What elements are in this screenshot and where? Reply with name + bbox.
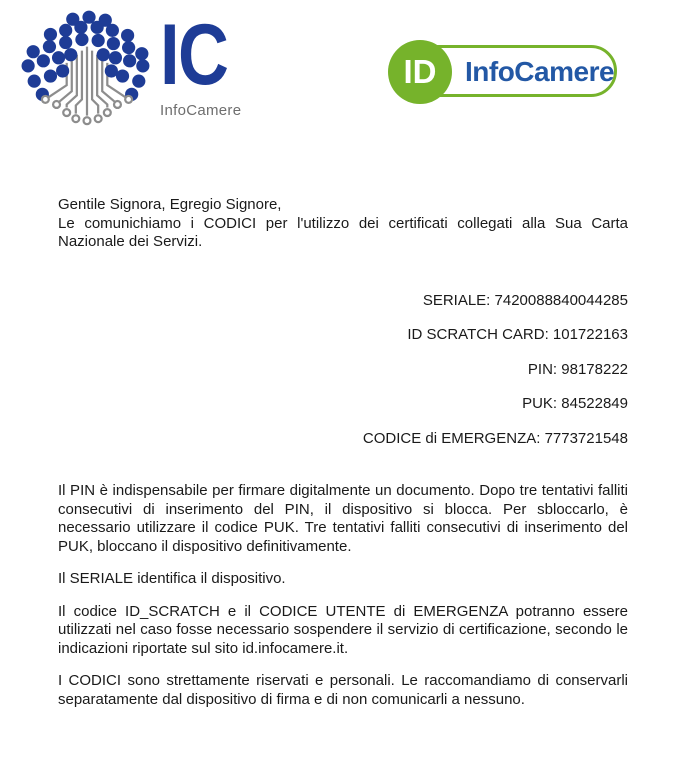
info-paragraphs: [58, 482, 628, 709]
id-badge-icon: ID: [388, 40, 452, 104]
paragraph-seriale-info: Il SERIALE identifica il dispositivo.: [58, 570, 286, 587]
paragraph-privacy-info: I CODICI sono strettamente riservati e personali. Le raccomandiamo di conservarli separatamente dal dispositivo di firma e di non comunicarli a nessuno.: [58, 672, 628, 708]
intro-paragraph: Le comunichiamo i CODICI per l'utilizzo dei certificati collegati alla Sua Carta Nazionale dei Servizi.: [58, 214, 628, 250]
id-logo-label: InfoCamere: [465, 56, 615, 87]
ic-wordmark-subtitle: InfoCamere: [160, 102, 242, 119]
code-line-seriale: SERIALE: 7420088840044285: [422, 291, 628, 309]
id-infocamere-logo: [388, 40, 617, 104]
code-line-emergenza: CODICE di EMERGENZA: 7773721548: [362, 429, 628, 447]
letter-body: [58, 196, 628, 709]
ic-wordmark-text: IC: [160, 7, 228, 103]
code-line-puk: PUK: 84522849: [522, 395, 628, 412]
paragraph-pin-info: Il PIN è indispensabile per firmare digitalmente un documento. Dopo tre tentativi falliti consecutivi di inserimento del PIN, il dispositivo si blocca. Per sbloccarlo, è necessario utilizzare il codice PUK. Tre tentativi falliti consecutivi di inserimento del PUK, bloccano il dispositivo definitivamente.: [58, 482, 628, 555]
circuit-tree-icon: [20, 6, 154, 140]
code-line-scratch-card: ID SCRATCH CARD: 101722163: [407, 326, 628, 343]
paragraph-scratch-info: Il codice ID_SCRATCH e il CODICE UTENTE di EMERGENZA potranno essere utilizzati nel caso fosse necessario sospendere il servizio di certificazione, secondo le indicazioni riportate sul sito id.infocamere.it.: [58, 602, 628, 657]
code-line-pin: PIN: 98178222: [527, 360, 628, 378]
ic-wordmark: [160, 6, 242, 119]
codes-block: [58, 292, 628, 449]
tree-canopy-dots: [22, 11, 150, 101]
infocamere-logo: [20, 6, 242, 140]
greeting-line: Gentile Signora, Egregio Signore,: [58, 196, 282, 213]
